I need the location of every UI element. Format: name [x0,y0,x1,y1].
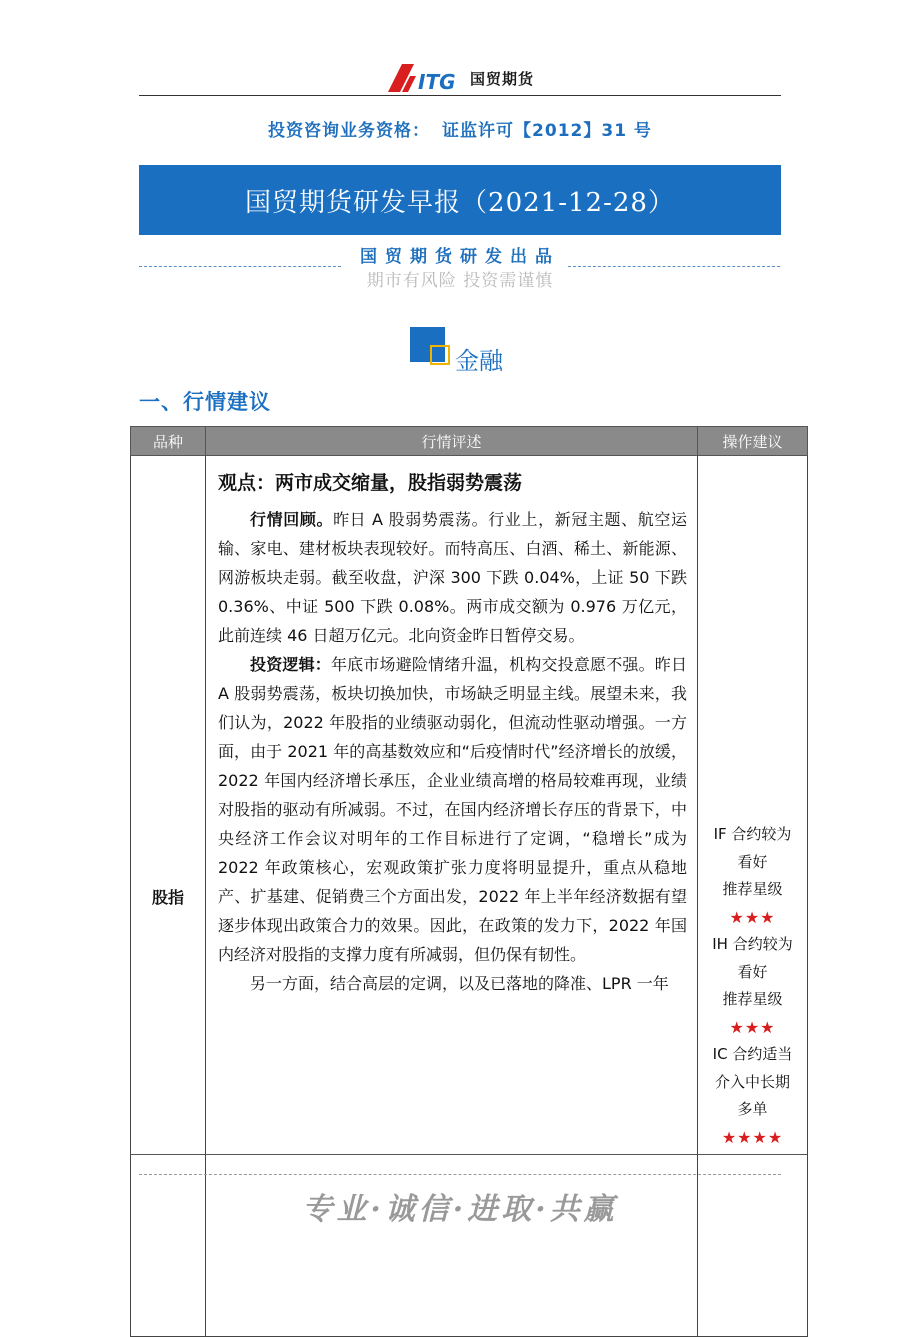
review-paragraph [218,505,687,650]
header-review: 行情评述 [206,427,698,456]
logo-mark: ITG [418,70,456,92]
advice-ih-line2: 看好 [737,962,768,981]
logic-label: 投资逻辑： [250,655,331,674]
license-line [0,116,920,141]
report-title-banner [139,165,781,235]
header-advice: 操作建议 [698,427,808,456]
advice-if [698,821,807,931]
other-paragraph: 另一方面，结合高层的定调，以及已落地的降准、LPR 一年 [250,974,669,993]
viewpoint-heading: 观点：两市成交缩量，股指弱势震荡 [218,472,523,494]
section-heading: 一、行情建议 [139,390,271,414]
star-rating-icon: ★★★ [729,907,776,927]
advice-ih-line1: IH 合约较为 [712,935,793,953]
advice-ic-line1: IC 合约适当 [712,1045,793,1063]
table-bottom-rule [130,1154,807,1155]
advice-ic-line2: 介入中长期 [714,1072,790,1091]
advice-ic-line3: 多单 [737,1100,768,1118]
top-rule [139,95,781,96]
advice-if-line1: IF 合约较为 [713,825,792,843]
risk-warning: 期市有风险 投资需谨慎 [366,271,554,291]
advice-if-line2: 看好 [737,852,768,871]
footer-slogan: 专业·诚信·进取·共赢 [302,1192,618,1227]
star-rating-icon: ★★★★ [721,1127,784,1147]
advice-ih-line3: 推荐星级 [722,990,783,1008]
logic-text: 年底市场避险情绪升温，机构交投意愿不强。昨日 A 股弱势震荡，板块切换加快，市场缺乏明显主线。展望未来，我们认为，2022 年股指的业绩驱动弱化，但流动性驱动增强。一方面，由于 2021 年的高基数效应和“后疫情时代”经济增长的放缓，2022 年国内经济增长承压，企业业绩高增的格局较难再现，业绩对股指的驱动有所减弱。不过，在国内经济增长存压的背景下，中央经济工作会议对明年的工作目标进行了定调，“稳增长”成为 2022 年政策核心，宏观政策扩张力度将明显提升，重点从稳地产、扩基建、促销费三个方面出发，2022 年上半年经济数据有望逐步体现出政策合力的效果。因此，在政策的发力下，2022 年国内经济对股指的支撑力度有所减弱，但仍保有韧性。 [218,655,687,964]
report-title: 国贸期货研发早报（2021-12-28） [245,187,675,218]
license-label: 投资咨询业务资格： [268,121,431,141]
logic-paragraph [218,650,687,969]
logo-name: 国贸期货 [470,69,535,88]
itg-logo-icon [388,64,468,92]
variety-cell: 股指 [131,456,206,1337]
review-label: 行情回顾。 [250,510,334,529]
star-rating-icon: ★★★ [729,1017,776,1037]
license-value: 证监许可【2012】31 号 [442,121,652,141]
advice-ih [698,931,807,1041]
footer-divider [139,1174,781,1175]
header-variety: 品种 [131,427,206,456]
review-text: 昨日 A 股弱势震荡。行业上，新冠主题、航空运输、家电、建材板块表现较好。而特高压、白酒、稀土、新能源、网游板块走弱。截至收盘，沪深 300 下跌 0.04%，上证 50 下跌 0.36%、中证 500 下跌 0.08%。两市成交额为 0.976 万亿元，此前连续 46 日超万亿元。北向资金昨日暂停交易。 [218,510,687,645]
producer-line: 国贸期货研发出品 [360,247,560,267]
section-title: 金融 [455,347,503,375]
advice-ic [698,1041,807,1151]
advice-if-line3: 推荐星级 [722,880,783,898]
company-logo [388,62,534,94]
